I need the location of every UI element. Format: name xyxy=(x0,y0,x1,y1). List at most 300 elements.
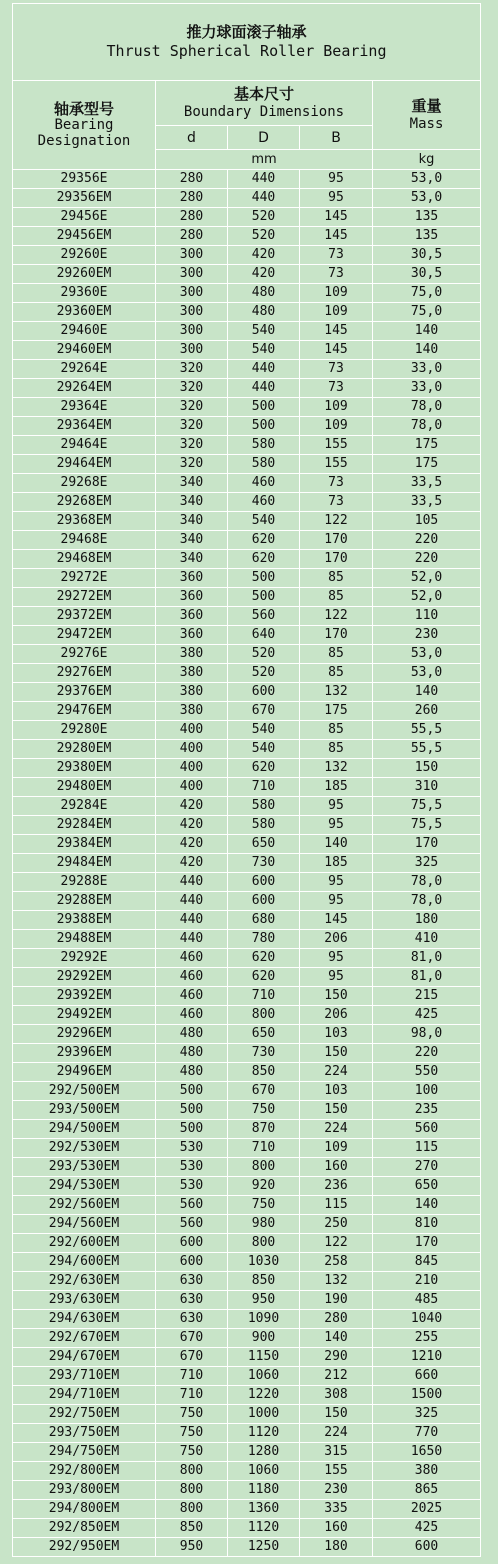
designation-label-english-2: Designation xyxy=(37,133,131,149)
B-cell: 258 xyxy=(300,1253,373,1272)
mass-cell: 650 xyxy=(373,1177,481,1196)
d-cell: 530 xyxy=(156,1158,228,1177)
B-cell: 85 xyxy=(300,664,373,683)
d-cell: 710 xyxy=(156,1367,228,1386)
d-cell: 670 xyxy=(156,1348,228,1367)
d-cell: 600 xyxy=(156,1234,228,1253)
D-cell: 620 xyxy=(228,550,300,569)
designation-cell: 29268EM xyxy=(13,493,156,512)
designation-cell: 29280E xyxy=(13,721,156,740)
D-cell: 710 xyxy=(228,1139,300,1158)
d-cell: 420 xyxy=(156,797,228,816)
B-cell: 206 xyxy=(300,930,373,949)
designation-cell: 29288E xyxy=(13,873,156,892)
d-cell: 600 xyxy=(156,1253,228,1272)
mass-cell: 115 xyxy=(373,1139,481,1158)
mass-cell: 310 xyxy=(373,778,481,797)
D-cell: 540 xyxy=(228,721,300,740)
table-row xyxy=(13,1101,481,1120)
col-B-header: B xyxy=(300,126,373,150)
designation-cell: 29456EM xyxy=(13,227,156,246)
designation-cell: 29276EM xyxy=(13,664,156,683)
d-cell: 500 xyxy=(156,1082,228,1101)
B-cell: 155 xyxy=(300,1462,373,1481)
B-cell: 132 xyxy=(300,683,373,702)
table-row xyxy=(13,360,481,379)
mass-cell: 170 xyxy=(373,835,481,854)
d-cell: 340 xyxy=(156,474,228,493)
B-cell: 85 xyxy=(300,645,373,664)
designation-cell: 29264EM xyxy=(13,379,156,398)
d-cell: 340 xyxy=(156,531,228,550)
designation-cell: 293/530EM xyxy=(13,1158,156,1177)
table-row xyxy=(13,1234,481,1253)
mass-cell: 220 xyxy=(373,1044,481,1063)
mass-cell: 380 xyxy=(373,1462,481,1481)
d-cell: 360 xyxy=(156,569,228,588)
B-cell: 145 xyxy=(300,322,373,341)
B-cell: 73 xyxy=(300,493,373,512)
designation-cell: 29296EM xyxy=(13,1025,156,1044)
designation-cell: 29460E xyxy=(13,322,156,341)
D-cell: 500 xyxy=(228,588,300,607)
designation-cell: 294/670EM xyxy=(13,1348,156,1367)
designation-cell: 29364E xyxy=(13,398,156,417)
D-cell: 520 xyxy=(228,208,300,227)
B-cell: 160 xyxy=(300,1158,373,1177)
table-row xyxy=(13,816,481,835)
mass-cell: 1650 xyxy=(373,1443,481,1462)
designation-header xyxy=(13,81,156,170)
d-cell: 360 xyxy=(156,588,228,607)
designation-cell: 29384EM xyxy=(13,835,156,854)
designation-cell: 293/500EM xyxy=(13,1101,156,1120)
D-cell: 600 xyxy=(228,873,300,892)
d-cell: 320 xyxy=(156,417,228,436)
designation-cell: 29468EM xyxy=(13,550,156,569)
B-cell: 103 xyxy=(300,1082,373,1101)
B-cell: 85 xyxy=(300,588,373,607)
B-cell: 109 xyxy=(300,303,373,322)
d-cell: 320 xyxy=(156,455,228,474)
B-cell: 250 xyxy=(300,1215,373,1234)
d-cell: 400 xyxy=(156,778,228,797)
table-row xyxy=(13,664,481,683)
mass-cell: 175 xyxy=(373,455,481,474)
d-cell: 750 xyxy=(156,1405,228,1424)
designation-cell: 29392EM xyxy=(13,987,156,1006)
mass-cell: 180 xyxy=(373,911,481,930)
designation-cell: 29368EM xyxy=(13,512,156,531)
table-row xyxy=(13,1367,481,1386)
table-row xyxy=(13,949,481,968)
D-cell: 560 xyxy=(228,607,300,626)
designation-cell: 294/710EM xyxy=(13,1386,156,1405)
B-cell: 85 xyxy=(300,721,373,740)
designation-cell: 29284E xyxy=(13,797,156,816)
D-cell: 620 xyxy=(228,949,300,968)
d-cell: 300 xyxy=(156,265,228,284)
mass-cell: 255 xyxy=(373,1329,481,1348)
d-cell: 670 xyxy=(156,1329,228,1348)
designation-cell: 29468E xyxy=(13,531,156,550)
designation-cell: 292/670EM xyxy=(13,1329,156,1348)
table-row xyxy=(13,892,481,911)
designation-cell: 29292EM xyxy=(13,968,156,987)
D-cell: 540 xyxy=(228,512,300,531)
D-cell: 580 xyxy=(228,455,300,474)
B-cell: 109 xyxy=(300,417,373,436)
B-cell: 132 xyxy=(300,759,373,778)
table-row xyxy=(13,1500,481,1519)
mass-cell: 550 xyxy=(373,1063,481,1082)
mass-header xyxy=(373,81,481,150)
mass-cell: 105 xyxy=(373,512,481,531)
mass-cell: 600 xyxy=(373,1538,481,1557)
D-cell: 500 xyxy=(228,569,300,588)
B-cell: 122 xyxy=(300,607,373,626)
mass-cell: 235 xyxy=(373,1101,481,1120)
designation-cell: 29264E xyxy=(13,360,156,379)
B-cell: 73 xyxy=(300,265,373,284)
B-cell: 95 xyxy=(300,968,373,987)
table-row xyxy=(13,436,481,455)
designation-cell: 293/800EM xyxy=(13,1481,156,1500)
designation-cell: 29360E xyxy=(13,284,156,303)
D-cell: 920 xyxy=(228,1177,300,1196)
table-row xyxy=(13,702,481,721)
D-cell: 850 xyxy=(228,1272,300,1291)
d-cell: 280 xyxy=(156,189,228,208)
D-cell: 670 xyxy=(228,702,300,721)
d-cell: 320 xyxy=(156,379,228,398)
designation-cell: 29276E xyxy=(13,645,156,664)
mass-cell: 33,0 xyxy=(373,360,481,379)
designation-cell: 29356EM xyxy=(13,189,156,208)
B-cell: 236 xyxy=(300,1177,373,1196)
mass-cell: 215 xyxy=(373,987,481,1006)
table-row xyxy=(13,1329,481,1348)
designation-cell: 29476EM xyxy=(13,702,156,721)
d-cell: 500 xyxy=(156,1101,228,1120)
B-cell: 122 xyxy=(300,512,373,531)
mass-cell: 75,5 xyxy=(373,797,481,816)
D-cell: 520 xyxy=(228,227,300,246)
mass-cell: 55,5 xyxy=(373,721,481,740)
D-cell: 540 xyxy=(228,740,300,759)
D-cell: 1090 xyxy=(228,1310,300,1329)
B-cell: 150 xyxy=(300,987,373,1006)
d-cell: 340 xyxy=(156,493,228,512)
D-cell: 800 xyxy=(228,1158,300,1177)
dimensions-label-english: Boundary Dimensions xyxy=(183,104,345,120)
B-cell: 85 xyxy=(300,740,373,759)
mass-cell: 220 xyxy=(373,550,481,569)
mass-cell: 425 xyxy=(373,1006,481,1025)
D-cell: 670 xyxy=(228,1082,300,1101)
D-cell: 870 xyxy=(228,1120,300,1139)
table-row xyxy=(13,512,481,531)
D-cell: 1000 xyxy=(228,1405,300,1424)
designation-cell: 29364EM xyxy=(13,417,156,436)
d-cell: 300 xyxy=(156,341,228,360)
B-cell: 155 xyxy=(300,455,373,474)
designation-cell: 294/560EM xyxy=(13,1215,156,1234)
B-cell: 73 xyxy=(300,379,373,398)
d-cell: 340 xyxy=(156,550,228,569)
designation-cell: 29492EM xyxy=(13,1006,156,1025)
B-cell: 185 xyxy=(300,778,373,797)
mass-cell: 325 xyxy=(373,854,481,873)
D-cell: 1150 xyxy=(228,1348,300,1367)
d-cell: 420 xyxy=(156,835,228,854)
D-cell: 750 xyxy=(228,1196,300,1215)
table-row xyxy=(13,588,481,607)
table-row xyxy=(13,1082,481,1101)
mass-cell: 2025 xyxy=(373,1500,481,1519)
table-row xyxy=(13,607,481,626)
table-row xyxy=(13,968,481,987)
B-cell: 150 xyxy=(300,1044,373,1063)
B-cell: 224 xyxy=(300,1424,373,1443)
designation-cell: 292/530EM xyxy=(13,1139,156,1158)
table-row xyxy=(13,322,481,341)
mass-label-chinese: 重量 xyxy=(411,97,442,115)
d-cell: 460 xyxy=(156,968,228,987)
table-row xyxy=(13,379,481,398)
B-cell: 109 xyxy=(300,1139,373,1158)
d-cell: 300 xyxy=(156,284,228,303)
D-cell: 500 xyxy=(228,417,300,436)
B-cell: 315 xyxy=(300,1443,373,1462)
mass-cell: 425 xyxy=(373,1519,481,1538)
d-cell: 320 xyxy=(156,398,228,417)
D-cell: 800 xyxy=(228,1006,300,1025)
D-cell: 850 xyxy=(228,1063,300,1082)
d-cell: 500 xyxy=(156,1120,228,1139)
D-cell: 440 xyxy=(228,360,300,379)
B-cell: 150 xyxy=(300,1405,373,1424)
d-cell: 630 xyxy=(156,1291,228,1310)
designation-cell: 29396EM xyxy=(13,1044,156,1063)
mass-cell: 30,5 xyxy=(373,265,481,284)
d-cell: 460 xyxy=(156,949,228,968)
B-cell: 95 xyxy=(300,189,373,208)
D-cell: 460 xyxy=(228,493,300,512)
mass-cell: 1210 xyxy=(373,1348,481,1367)
designation-cell: 29280EM xyxy=(13,740,156,759)
B-cell: 140 xyxy=(300,835,373,854)
B-cell: 150 xyxy=(300,1101,373,1120)
table-row xyxy=(13,1481,481,1500)
D-cell: 640 xyxy=(228,626,300,645)
B-cell: 85 xyxy=(300,569,373,588)
title-english: Thrust Spherical Roller Bearing xyxy=(106,42,387,60)
mass-cell: 78,0 xyxy=(373,873,481,892)
mass-cell: 52,0 xyxy=(373,569,481,588)
d-cell: 320 xyxy=(156,360,228,379)
B-cell: 160 xyxy=(300,1519,373,1538)
D-cell: 580 xyxy=(228,816,300,835)
mass-cell: 845 xyxy=(373,1253,481,1272)
mass-cell: 78,0 xyxy=(373,892,481,911)
B-cell: 95 xyxy=(300,873,373,892)
mass-cell: 78,0 xyxy=(373,417,481,436)
designation-cell: 29380EM xyxy=(13,759,156,778)
B-cell: 170 xyxy=(300,626,373,645)
D-cell: 620 xyxy=(228,968,300,987)
B-cell: 122 xyxy=(300,1234,373,1253)
mass-cell: 33,5 xyxy=(373,474,481,493)
d-cell: 460 xyxy=(156,1006,228,1025)
D-cell: 750 xyxy=(228,1101,300,1120)
d-cell: 480 xyxy=(156,1044,228,1063)
d-cell: 400 xyxy=(156,740,228,759)
D-cell: 800 xyxy=(228,1234,300,1253)
D-cell: 980 xyxy=(228,1215,300,1234)
mass-cell: 98,0 xyxy=(373,1025,481,1044)
B-cell: 145 xyxy=(300,911,373,930)
mass-cell: 210 xyxy=(373,1272,481,1291)
designation-cell: 29272E xyxy=(13,569,156,588)
B-cell: 170 xyxy=(300,531,373,550)
table-row xyxy=(13,1158,481,1177)
designation-cell: 294/500EM xyxy=(13,1120,156,1139)
B-cell: 73 xyxy=(300,246,373,265)
designation-cell: 292/800EM xyxy=(13,1462,156,1481)
mass-cell: 33,0 xyxy=(373,379,481,398)
D-cell: 900 xyxy=(228,1329,300,1348)
mass-cell: 1040 xyxy=(373,1310,481,1329)
designation-cell: 294/530EM xyxy=(13,1177,156,1196)
table-row xyxy=(13,759,481,778)
designation-cell: 29284EM xyxy=(13,816,156,835)
designation-cell: 292/500EM xyxy=(13,1082,156,1101)
mass-cell: 75,0 xyxy=(373,284,481,303)
designation-cell: 293/630EM xyxy=(13,1291,156,1310)
d-cell: 850 xyxy=(156,1519,228,1538)
B-cell: 224 xyxy=(300,1120,373,1139)
mass-cell: 75,5 xyxy=(373,816,481,835)
bearing-table xyxy=(12,3,481,1557)
designation-cell: 292/750EM xyxy=(13,1405,156,1424)
d-cell: 380 xyxy=(156,683,228,702)
col-d-header: d xyxy=(156,126,228,150)
D-cell: 580 xyxy=(228,797,300,816)
table-row xyxy=(13,1519,481,1538)
D-cell: 1220 xyxy=(228,1386,300,1405)
B-cell: 335 xyxy=(300,1500,373,1519)
B-cell: 73 xyxy=(300,360,373,379)
mass-cell: 53,0 xyxy=(373,189,481,208)
designation-cell: 292/630EM xyxy=(13,1272,156,1291)
designation-cell: 29260E xyxy=(13,246,156,265)
table-row xyxy=(13,740,481,759)
D-cell: 580 xyxy=(228,436,300,455)
mass-cell: 53,0 xyxy=(373,664,481,683)
D-cell: 500 xyxy=(228,398,300,417)
D-cell: 1180 xyxy=(228,1481,300,1500)
mass-cell: 140 xyxy=(373,1196,481,1215)
table-row xyxy=(13,626,481,645)
designation-cell: 29472EM xyxy=(13,626,156,645)
table-row xyxy=(13,1253,481,1272)
designation-cell: 29292E xyxy=(13,949,156,968)
table-row xyxy=(13,417,481,436)
d-cell: 460 xyxy=(156,987,228,1006)
table-row xyxy=(13,797,481,816)
d-cell: 530 xyxy=(156,1139,228,1158)
B-cell: 155 xyxy=(300,436,373,455)
d-cell: 380 xyxy=(156,702,228,721)
d-cell: 400 xyxy=(156,759,228,778)
mass-cell: 53,0 xyxy=(373,645,481,664)
B-cell: 115 xyxy=(300,1196,373,1215)
designation-cell: 29376EM xyxy=(13,683,156,702)
B-cell: 212 xyxy=(300,1367,373,1386)
title-chinese: 推力球面滚子轴承 xyxy=(186,23,307,41)
d-cell: 440 xyxy=(156,892,228,911)
designation-cell: 29260EM xyxy=(13,265,156,284)
mass-cell: 175 xyxy=(373,436,481,455)
D-cell: 520 xyxy=(228,645,300,664)
dimensions-label-chinese: 基本尺寸 xyxy=(233,85,294,103)
designation-cell: 29484EM xyxy=(13,854,156,873)
mass-cell: 230 xyxy=(373,626,481,645)
D-cell: 1250 xyxy=(228,1538,300,1557)
table-row xyxy=(13,569,481,588)
d-cell: 380 xyxy=(156,664,228,683)
mass-cell: 865 xyxy=(373,1481,481,1500)
col-D-header: D xyxy=(228,126,300,150)
D-cell: 1120 xyxy=(228,1519,300,1538)
D-cell: 420 xyxy=(228,246,300,265)
table-row xyxy=(13,1310,481,1329)
table-row xyxy=(13,303,481,322)
d-cell: 280 xyxy=(156,170,228,189)
mass-cell: 81,0 xyxy=(373,949,481,968)
d-cell: 440 xyxy=(156,873,228,892)
designation-cell: 29480EM xyxy=(13,778,156,797)
mass-cell: 110 xyxy=(373,607,481,626)
d-cell: 440 xyxy=(156,930,228,949)
designation-cell: 293/750EM xyxy=(13,1424,156,1443)
d-cell: 360 xyxy=(156,626,228,645)
D-cell: 420 xyxy=(228,265,300,284)
mass-cell: 52,0 xyxy=(373,588,481,607)
designation-cell: 29356E xyxy=(13,170,156,189)
B-cell: 95 xyxy=(300,949,373,968)
d-cell: 630 xyxy=(156,1310,228,1329)
dimensions-header xyxy=(156,81,373,126)
table-row xyxy=(13,1348,481,1367)
table-row xyxy=(13,189,481,208)
d-cell: 320 xyxy=(156,436,228,455)
designation-cell: 29488EM xyxy=(13,930,156,949)
B-cell: 145 xyxy=(300,208,373,227)
mass-cell: 325 xyxy=(373,1405,481,1424)
mass-cell: 170 xyxy=(373,1234,481,1253)
table-row xyxy=(13,645,481,664)
designation-cell: 294/630EM xyxy=(13,1310,156,1329)
table-row xyxy=(13,474,481,493)
table-row xyxy=(13,987,481,1006)
D-cell: 440 xyxy=(228,189,300,208)
mass-cell: 135 xyxy=(373,227,481,246)
B-cell: 140 xyxy=(300,1329,373,1348)
B-cell: 145 xyxy=(300,227,373,246)
table-row xyxy=(13,1063,481,1082)
